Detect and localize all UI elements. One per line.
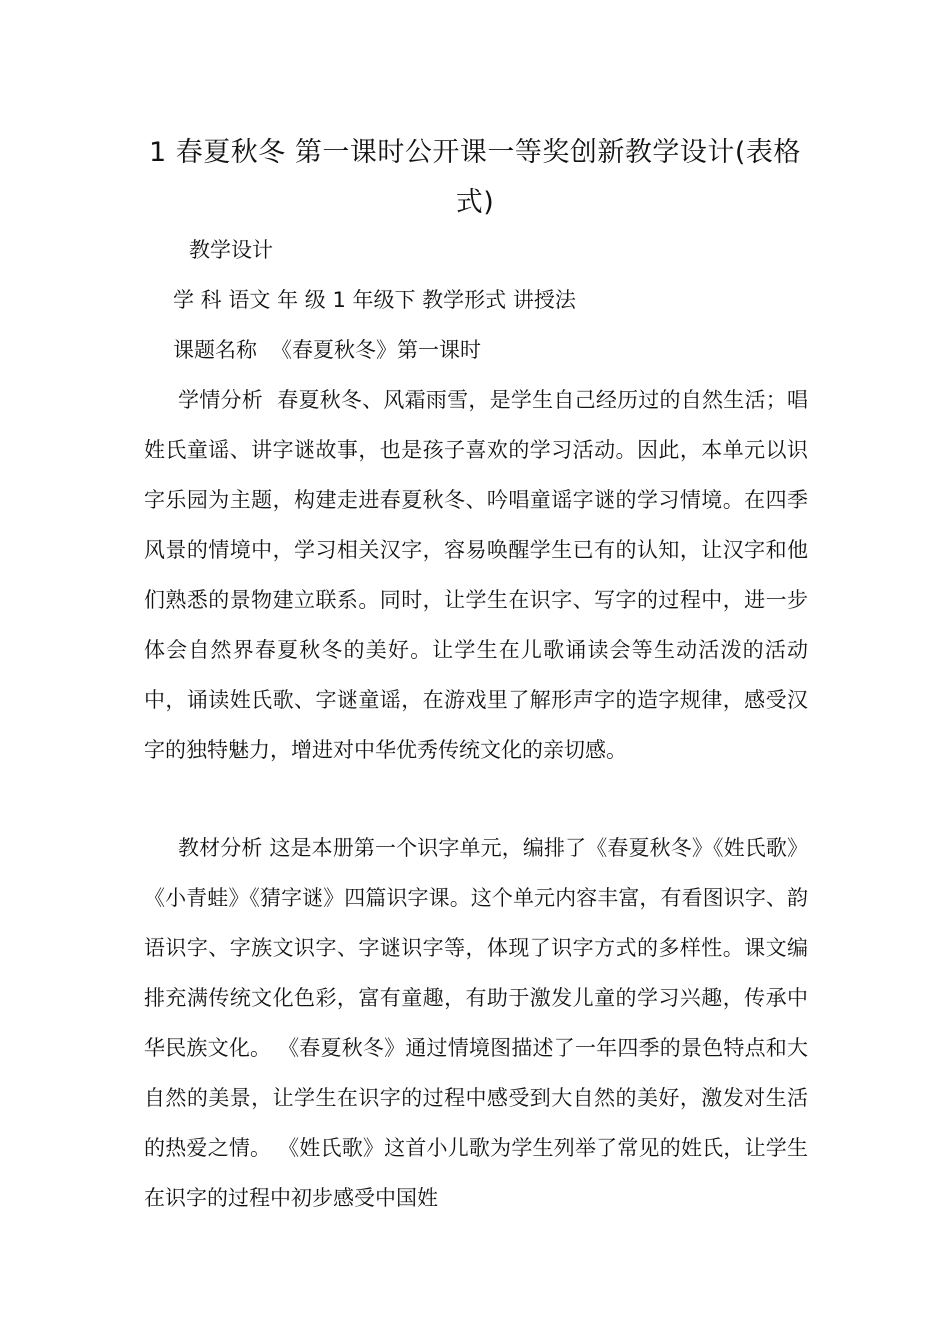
- material-analysis-label: 教材分析: [178, 836, 263, 860]
- material-analysis-text: 这是本册第一个识字单元，编排了《春夏秋冬》《姓氏歌》《小青蛙》《猜字谜》四篇识字课。这个单元内容丰富，有看图识字、韵语识字、字族文识字、字谜识字等，体现了识字方式的多样性。课文编排充满传统文化色彩，富有童趣，有助于激发儿童的学习兴趣，传承中华民族文化。 《春夏秋冬》通过情境图描述了一年四季的景色特点和大自然的美景，让学生在识字的过程中感受到大自然的美好，激发对生活的热爱之情。 《姓氏歌》这首小儿歌为学生列举了常见的姓氏，让学生在识字的过程中初步感受中国姓: [144, 836, 809, 1210]
- student-analysis-label: 学情分析: [178, 388, 263, 412]
- student-analysis-text: 春夏秋冬、风霜雨雪，是学生自己经历过的自然生活；唱姓氏童谣、讲字谜故事，也是孩子喜欢的学习活动。因此，本单元以识字乐园为主题，构建走进春夏秋冬、吟唱童谣字谜的学习情境。在四季风景的情境中，学习相关汉字，容易唤醒学生已有的认知，让汉字和他们熟悉的景物建立联系。同时，让学生在识字、写字的过程中，进一步体会自然界春夏秋冬的美好。让学生在儿歌诵读会等生动活泼的活动中，诵读姓氏歌、字谜童谣，在游戏里了解形声字的造字规律，感受汉字的独特魅力，增进对中华优秀传统文化的亲切感。: [144, 388, 809, 762]
- section-heading: 教学设计: [189, 238, 273, 262]
- grade-label: 年 级: [277, 288, 326, 312]
- form-value: 讲授法: [512, 288, 576, 312]
- document-title: 1 春夏秋冬 第一课时公开课一等奖创新教学设计(表格式): [149, 137, 801, 218]
- material-analysis-paragraph: [144, 823, 808, 1223]
- grade-value: 1 年级下: [332, 288, 416, 312]
- student-analysis-paragraph: [144, 375, 808, 775]
- subject-label: 学 科: [173, 288, 222, 312]
- lesson-label: 课题名称: [173, 338, 257, 362]
- lesson-line: [173, 335, 481, 365]
- form-label: 教学形式: [422, 288, 507, 312]
- info-line: [173, 285, 576, 315]
- subject-value: 语文: [228, 288, 271, 312]
- lesson-value: 《春夏秋冬》第一课时: [271, 338, 481, 362]
